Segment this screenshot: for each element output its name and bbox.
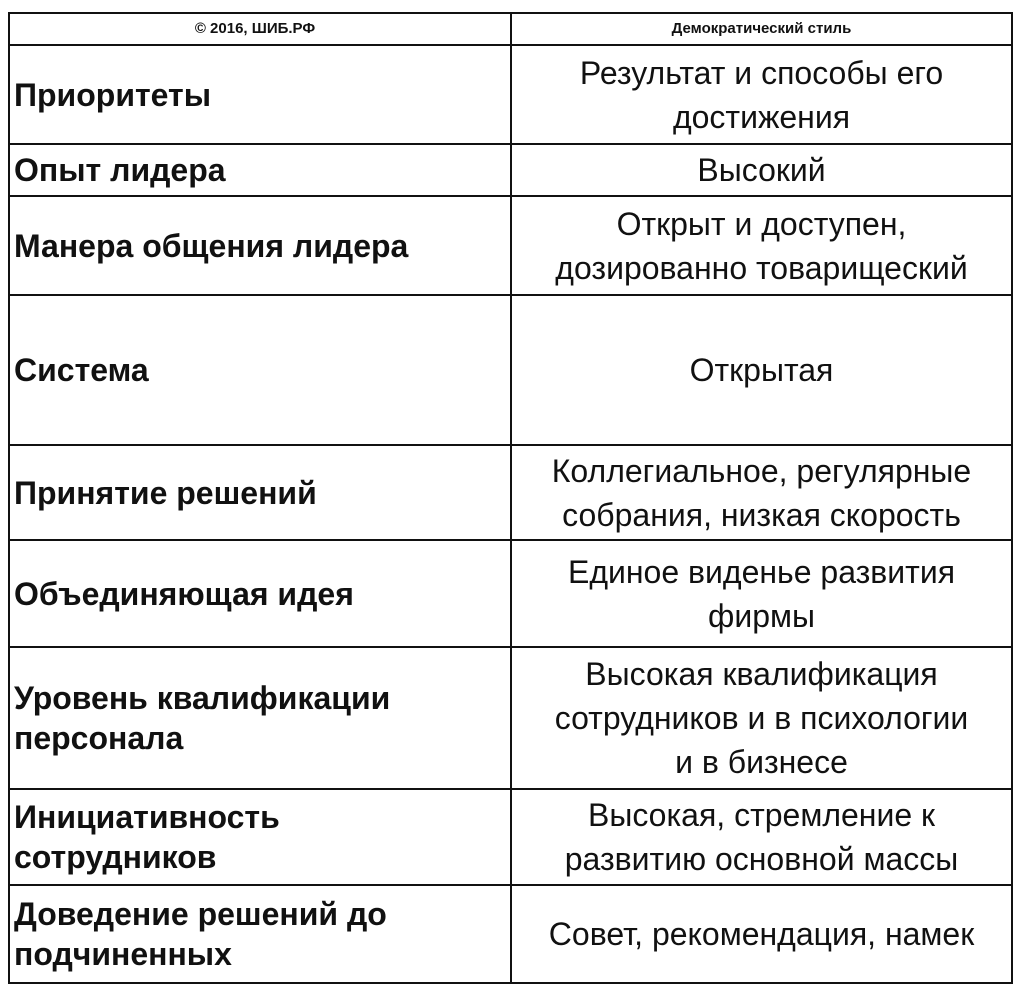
table-row [10,197,1011,296]
copyright-header: © 2016, ШИБ.РФ [10,14,512,44]
row-label: Приоритеты [10,46,512,143]
row-label: Манера общения лидера [10,197,512,294]
row-label: Объединяющая идея [10,541,512,646]
row-label: Принятие решений [10,446,512,539]
table-header-row [10,14,1011,46]
table-row [10,145,1011,197]
leadership-style-table [8,12,1013,984]
row-label: Инициативность сотрудников [10,790,512,884]
table-row [10,46,1011,145]
row-value: Высокий [697,152,826,188]
row-label: Система [10,296,512,444]
row-value: Коллегиальное, регулярные собрания, низкая скорость [551,452,972,533]
row-label: Доведение решений до подчиненных [10,886,512,982]
row-value: Совет, рекомендация, намек [548,916,975,952]
table-row [10,296,1011,446]
row-value: Открыт и доступен, дозированно товарищеский [555,205,968,286]
row-value: Результат и способы его достижения [579,54,944,135]
row-label: Уровень квалификации персонала [10,648,512,788]
table-row [10,886,1011,982]
table-row [10,541,1011,648]
row-value: Открытая [689,352,834,388]
table-row [10,446,1011,541]
row-value: Высокая, стремление к развитию основной массы [564,797,959,877]
row-label: Опыт лидера [10,145,512,195]
row-value: Единое виденье развития фирмы [567,553,956,634]
table-row [10,648,1011,790]
style-header: Демократический стиль [671,20,852,37]
row-value: Высокая квалификация сотрудников и в психологии и в бизнесе [554,656,969,780]
table-row [10,790,1011,886]
